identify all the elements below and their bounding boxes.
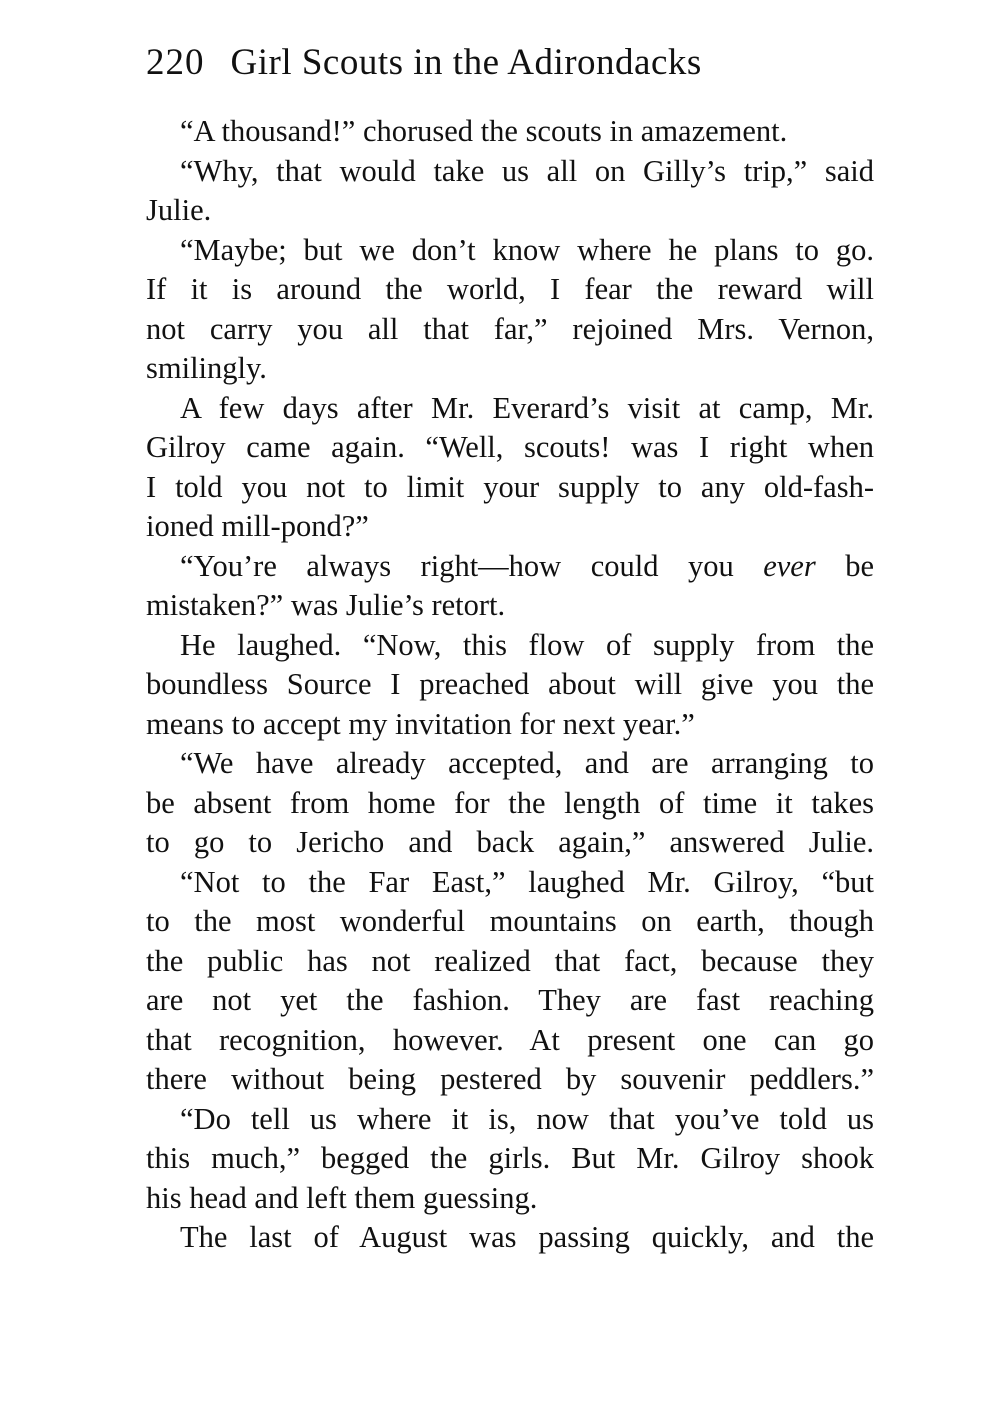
page-number: 220 xyxy=(146,42,205,83)
text-line: are not yet the fashion. They are fast reaching xyxy=(146,983,874,1017)
text-line: Gilroy came again. “Well, scouts! was I right when xyxy=(146,430,874,464)
text-line: the public has not realized that fact, because they xyxy=(146,943,874,978)
running-header xyxy=(146,38,886,98)
text-line: He laughed. “Now, this flow of supply from the xyxy=(180,627,874,662)
text-line: The last of August was passing quickly, and the xyxy=(180,1220,874,1254)
text-line: Julie. xyxy=(146,193,212,227)
text-line: to go to Jericho and back again,” answered Julie. xyxy=(146,825,874,859)
text-line: ioned mill-pond?” xyxy=(146,509,369,543)
text-line: mistaken?” was Julie’s retort. xyxy=(146,588,506,622)
text-line: be absent from home for the length of time it takes xyxy=(146,785,874,820)
text-line: means to accept my invitation for next year.” xyxy=(146,706,695,741)
text-line: I told you not to limit your supply to any old-fash- xyxy=(146,469,874,504)
text-line: “Do tell us where it is, now that you’ve told us xyxy=(180,1101,874,1136)
text-line: not carry you all that far,” rejoined Mrs. Vernon, xyxy=(146,311,874,346)
text-line: “Why, that would take us all on Gilly’s trip,” said xyxy=(180,153,874,188)
text-line: boundless Source I preached about will give you the xyxy=(146,667,874,701)
book-title: Girl Scouts in the Adirondacks xyxy=(230,42,702,83)
text-line: smilingly. xyxy=(146,351,267,385)
text-line: “You’re always right—how could you ever be xyxy=(180,548,874,583)
text-line: “Maybe; but we don’t know where he plans to go. xyxy=(180,232,874,267)
text-line: If it is around the world, I fear the reward will xyxy=(146,272,874,306)
text-line: “A thousand!” chorused the scouts in amazement. xyxy=(180,114,788,148)
text-line: that recognition, however. At present one can go xyxy=(146,1022,874,1057)
text-line: A few days after Mr. Everard’s visit at camp, Mr. xyxy=(180,390,874,425)
text-line: to the most wonderful mountains on earth, though xyxy=(146,904,874,938)
text-line: “Not to the Far East,” laughed Mr. Gilroy, “but xyxy=(180,864,874,899)
emphasis: ever xyxy=(763,548,816,583)
text-line: there without being pestered by souvenir peddlers.” xyxy=(146,1062,874,1096)
body-text xyxy=(146,112,874,1258)
text-line: this much,” begged the girls. But Mr. Gilroy shook xyxy=(146,1141,874,1175)
text-line: “We have already accepted, and are arranging to xyxy=(180,746,874,780)
text-line: his head and left them guessing. xyxy=(146,1180,538,1215)
